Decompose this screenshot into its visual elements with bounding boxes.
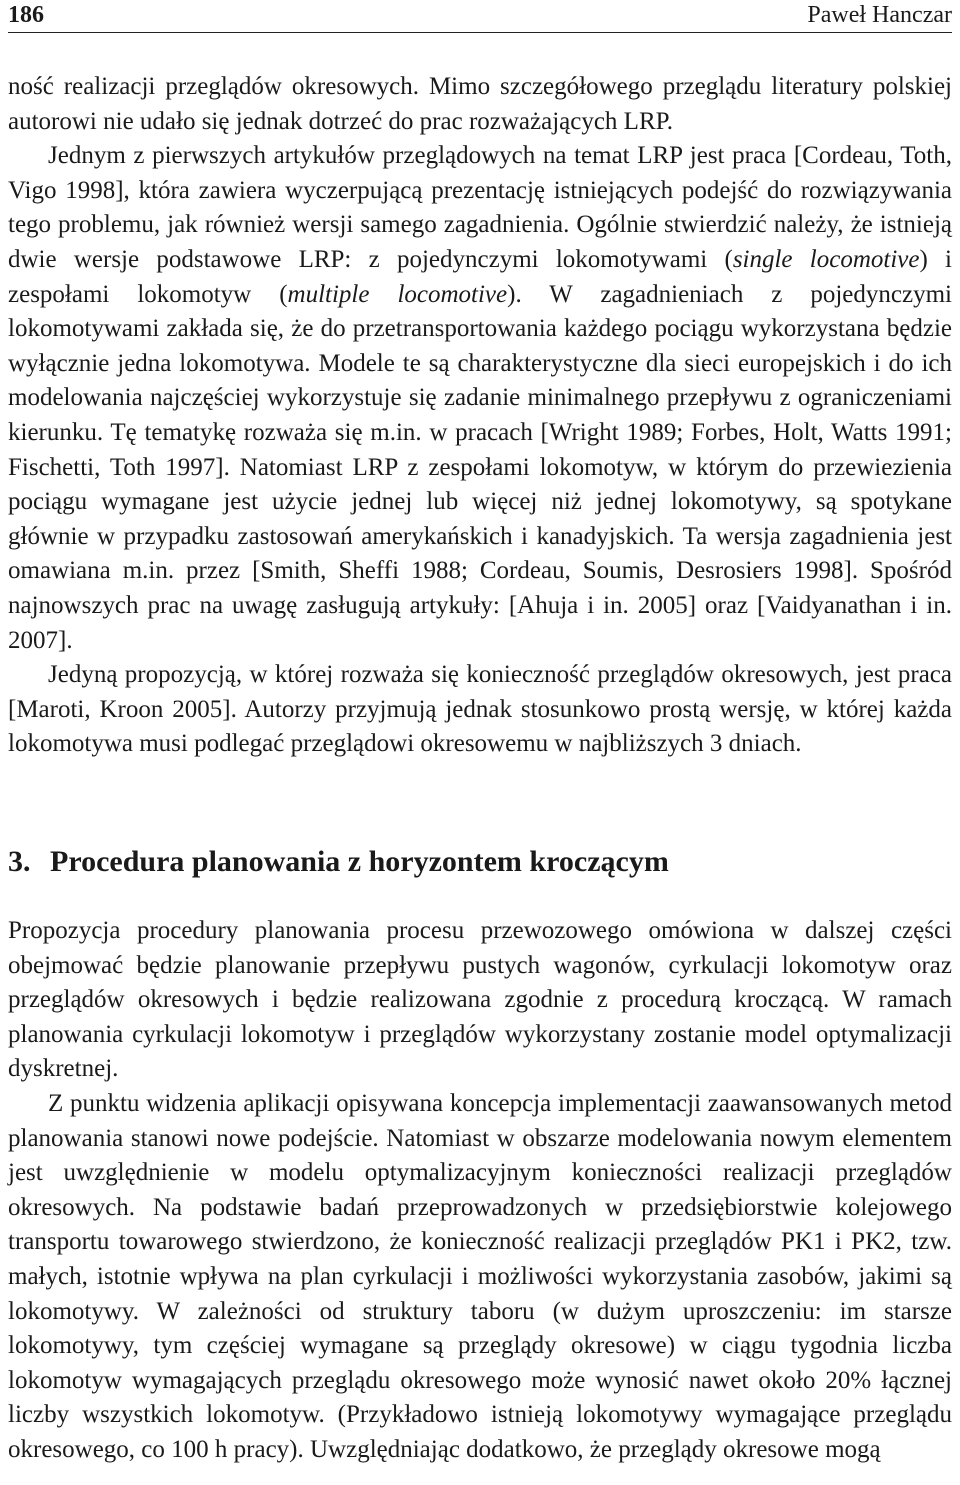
italic-term: multiple locomotive (287, 280, 508, 308)
paragraph-text: ) i zespołami lokomotyw ( (8, 245, 952, 308)
paragraph (8, 139, 952, 658)
paragraph: Z punktu widzenia aplikacji opisywana koncepcja implementacji zaawansowanych metod planowania stanowi nowe podejście. Natomiast w obszarze modelowania nowym elementem jest uwzględnienie w modelu optymalizacyjnym konieczności realizacji przeglądów okresowych. Na podstawie badań przeprowadzonych w przedsiębiorstwie kolejowego transportu towarowego stwierdzono, że konieczność realizacji przeglądów PK1 i PK2, tzw. małych, istotnie wpływa na plan cyrkulacji i możliwości wykorzystania zasobów, jakimi są lokomotywy. W zależności od struktury taboru (w dużym uproszczeniu: im starsze lokomotywy, tym częściej wymagane są przeglądy okresowe) w ciągu tygodnia liczba lokomotyw wymagających przeglądu okresowego może wynosić nawet około 20% łącznej liczby wszystkich lokomotyw. (Przykładowo istnieją lokomotywy wymagające przeglądu okresowego, co 100 h pracy). Uwzględniając dodatkowo, że przeglądy okresowe mogą (8, 1089, 952, 1463)
italic-term: single locomotive (732, 245, 920, 273)
section-heading (8, 842, 952, 882)
paragraph: Jedyną propozycją, w której rozważa się konieczność przeglądów okresowych, jest praca [Maroti, Kroon 2005]. Autorzy przyjmują jednak stosunkowo prostą wersję, w której każda lokomotywa musi podlegać przeglądowi okresowemu w najbliższych 3 dniach. (8, 661, 952, 758)
running-author: Paweł Hanczar (807, 2, 952, 28)
section-title: Procedura planowania z horyzontem kroczącym (50, 845, 669, 878)
paragraph: Propozycja procedury planowania procesu przewozowego omówiona w dalszej części obejmować będzie planowanie przepływu pustych wagonów, cyrkulacji lokomotyw oraz przeglądów okresowych i będzie realizowana zgodnie z procedurą kroczącą. W ramach planowania cyrkulacji lokomotyw i przeglądów wykorzystany zostanie model optymalizacji dyskretnej. (8, 917, 952, 1083)
text-block-lower (8, 914, 952, 1468)
text-block-upper (8, 70, 952, 762)
running-header (8, 0, 952, 33)
paragraph-text: Jednym z pierwszych artykułów przeglądowych na temat LRP jest praca [Cordeau, Toth, Vigo 1998], która zawiera wyczerpującą prezentację istniejących podejść do rozwiązywania tego problemu, jak również wersji samego zagadnienia. Ogólnie stwierdzić należy, że istnieją dwie wersje podstawowe LRP: z pojedynczymi lokomotywami ( (8, 142, 952, 273)
paragraph: ność realizacji przeglądów okresowych. Mimo szczegółowego przeglądu literatury polskiej autorowi nie udało się jednak dotrzeć do prac rozważających LRP. (8, 73, 952, 135)
page-number: 186 (8, 2, 44, 28)
section-number: 3. (8, 845, 31, 878)
paragraph-text: ). W zagadnieniach z pojedynczymi lokomotywami zakłada się, że do przetransportowania każdego pociągu wykorzystana będzie wyłącznie jedna lokomotywa. Modele te są charakterystyczne dla sieci europejskich i do ich modelowania najczęściej wykorzystuje się zadanie minimalnego przepływu z ograniczeniami kierunku. Tę tematykę rozważa się m.in. w pracach [Wright 1989; Forbes, Holt, Watts 1991; Fischetti, Toth 1997]. Natomiast LRP z zespołami lokomotyw, w którym do przewiezienia pociągu wymagane jest użycie jednej lub więcej niż jednej lokomotywy, są spotykane głównie w przypadku zastosowań amerykańskich i kanadyjskich. Ta wersja zagadnienia jest omawiana m.in. przez [Smith, Sheffi 1988; Cordeau, Soumis, Desrosiers 1998]. Spośród najnowszych prac na uwagę zasługują artykuły: [Ahuja i in. 2005] oraz [Vaidyanathan i in. 2007]. (8, 280, 952, 654)
